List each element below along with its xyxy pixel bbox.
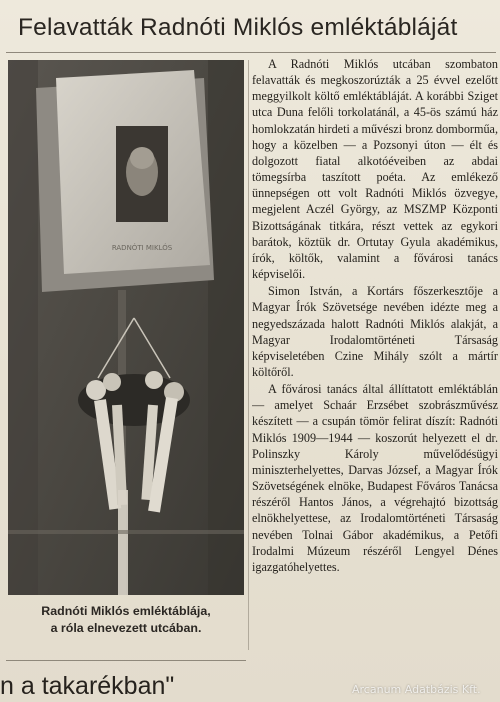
paragraph-text: Simon István, a Kortárs főszerkesztője a Magyar Írók Szövetsége nevében idézte meg a negyedszázada halott Radnóti Miklós alakját, a Magyar Irodalomtörténeti Társaság képviseletében Czine Mihály szólt a mártír költőről. xyxy=(252,284,498,379)
caption-line-2: a róla elnevezett utcában. xyxy=(50,621,202,635)
photo-caption xyxy=(12,603,240,637)
plaque-photo-illustration xyxy=(8,60,244,595)
article-paragraph xyxy=(252,381,498,575)
headline: Felavatták Radnóti Miklós emléktábláját xyxy=(18,14,458,41)
article-paragraph xyxy=(252,56,498,282)
column-rule xyxy=(248,60,249,650)
watermark: Arcanum Adatbázis Kft. xyxy=(352,683,481,696)
article-paragraph xyxy=(252,283,498,380)
plaque-photo xyxy=(8,60,244,595)
caption-line-1: Radnóti Miklós emléktáblája, xyxy=(41,604,211,618)
bottom-rule xyxy=(6,660,246,661)
paragraph-text: A fővárosi tanács által állíttatott emléktáblán — amelyet Schaár Erzsébet szobrászművész készített — a csupán tömör felirat díszít: Radnóti Miklós 1909—1944 — koszorút helyezett el dr. Polinszky Károly művelődésügyi miniszterhelyettes, Darvas József, a Magyar Írók Szövetségének elnöke, Budapest Főváros Tanácsa részéről Hantos János, a végrehajtó bizottság elnökhelyettese, az Irodalomtörténeti Társaság nevében Tolnai Gábor akadémikus, a Petőfi Irodalmi Múzeum részéről Lengyel Dénes igazgatóhelyettes. xyxy=(252,382,498,574)
headline-rule xyxy=(6,52,496,53)
paragraph-text: A Radnóti Miklós utcában szombaton felavatták és megkoszorúzták a 25 évvel ezelőtt meggyilkolt költő emléktábláját. A korábbi Sziget utca Duna felőli torkolatánál, a 45-ös számú ház homlokzatán hirdeti a művészi bronz domborműa, hogy a közelben — a Pozsonyi úton — élt és dolgozott fiatal alkotóéveiben az abdai tömegsírba taszított poéta. Az emlékező ünnepségen ott volt Radnóti Miklós özvegye, megjelent Aczél György, az MSZMP Központi Bizottságának titkára, részt vettek az egykori barátok, köztük dr. Ortutay Gyula akadémikus, írók, költők, valamint a fővárosi tanács képviselői. xyxy=(252,57,498,282)
plaque-inscription: RADNÓTI MIKLÓS xyxy=(111,244,173,252)
article-body xyxy=(252,56,498,696)
next-headline-fragment: n a takarékban" xyxy=(0,672,175,700)
